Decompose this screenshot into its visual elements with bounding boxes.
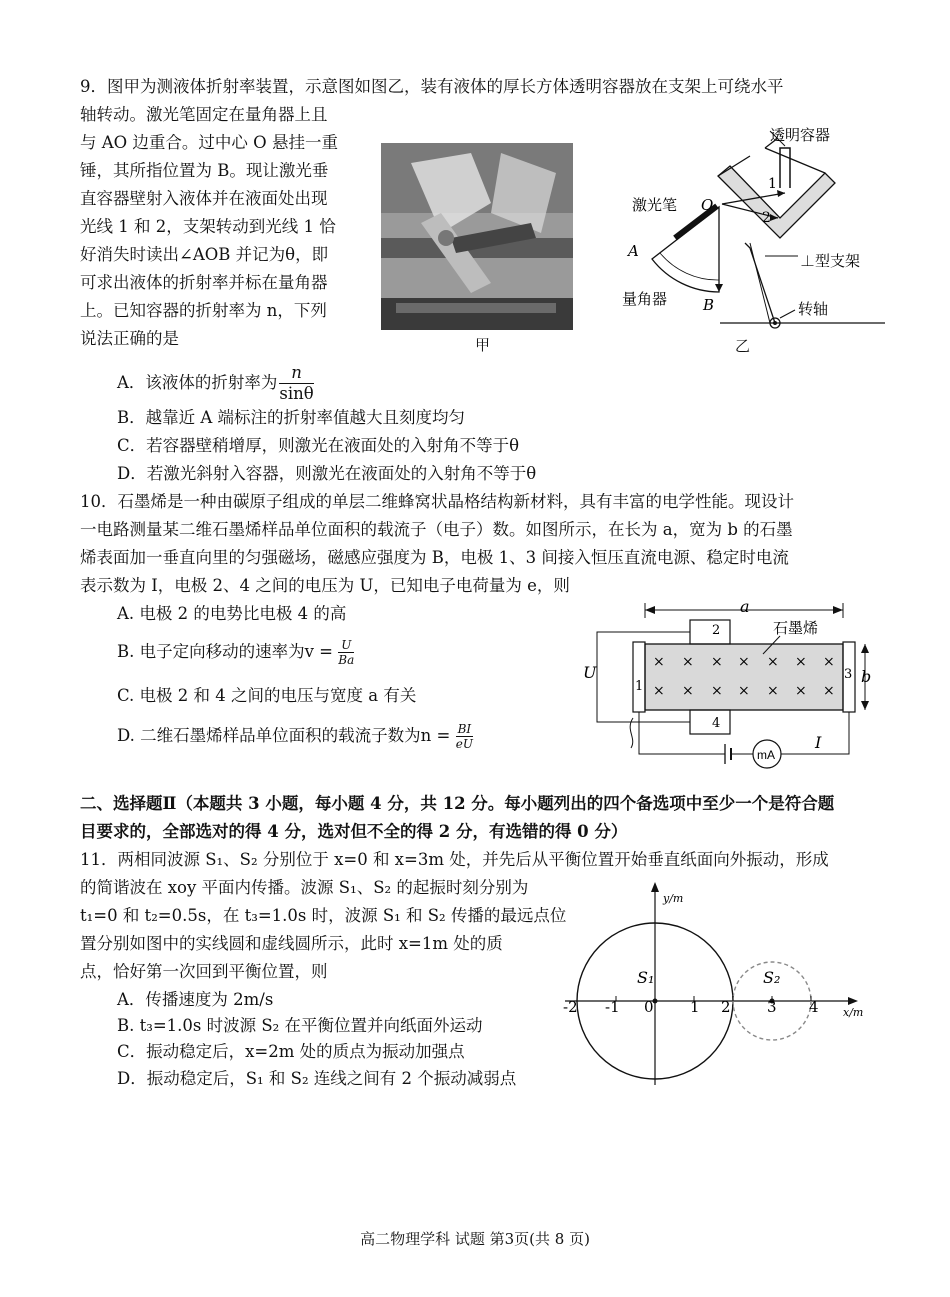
q9-option-c: C．若容器壁稍增厚，则激光在液面处的入射角不等于θ <box>117 436 520 455</box>
electrode-4 <box>690 710 730 734</box>
q10-option-c: C. 电极 2 和 4 之间的电压与宽度 a 有关 <box>117 686 417 705</box>
label-ray2: 2 <box>762 210 771 226</box>
svg-text:×: × <box>738 683 750 699</box>
svg-text:×: × <box>795 683 807 699</box>
q9-option-d: D．若激光斜射入容器，则激光在液面处的入射角不等于θ <box>117 464 537 483</box>
q9-option-b: B．越靠近 A 端标注的折射率值越大且刻度均匀 <box>117 408 466 427</box>
label-ma: mA <box>757 748 775 762</box>
svg-text:×: × <box>682 654 694 670</box>
svg-text:×: × <box>767 654 779 670</box>
label-protractor: 量角器 <box>622 291 668 308</box>
q11-line3: t₁=0 和 t₂=0.5s，在 t₃=1.0s 时，波源 S₁ 和 S₂ 传播的最远点位 <box>80 906 567 925</box>
q10-option-a: A. 电极 2 的电势比电极 4 的高 <box>117 604 347 623</box>
container-right-wall <box>780 148 790 188</box>
x-axis-label: x/m <box>843 1006 864 1019</box>
y-axis-label: y/m <box>663 892 684 905</box>
wave-source-diagram <box>560 880 870 1090</box>
q11-line1: 11．两相同波源 S₁、S₂ 分别位于 x=0 和 x=3m 处，并先后从平衡位置开始垂直纸面向外振动，形成 <box>80 850 829 869</box>
svg-text:×: × <box>823 683 835 699</box>
section2-line2: 目要求的，全部选对的得 4 分，选对但不全的得 2 分，有选错的得 0 分） <box>80 822 628 841</box>
label-i: I <box>815 733 822 752</box>
q9-line3: 与 AO 边重合。过中心 O 悬挂一重 <box>80 133 338 152</box>
label-e4: 4 <box>712 716 721 731</box>
svg-text:×: × <box>711 683 723 699</box>
svg-text:×: × <box>795 654 807 670</box>
q10-line2: 一电路测量某二维石墨烯样品单位面积的载流子（电子）数。如图所示，在长为 a，宽为 b 的石墨 <box>80 520 793 539</box>
q10-line3: 烯表面加一垂直向里的匀强磁场，磁感应强度为 B，电极 1、3 间接入恒压直流电源、稳定时电流 <box>80 548 789 567</box>
q9-line7: 好消失时读出∠AOB 并记为θ，即 <box>80 245 329 264</box>
label-s2: S₂ <box>763 968 781 987</box>
tick-2: 2 <box>721 998 731 1016</box>
label-o: O <box>701 196 714 214</box>
q9-line8: 可求出液体的折射率并标在量角器 <box>80 273 328 292</box>
q11-line5: 点，恰好第一次回到平衡位置，则 <box>80 962 328 981</box>
q9-line6: 光线 1 和 2，支架转动到光线 1 恰 <box>80 217 336 236</box>
q9-line1: 9．图甲为测液体折射率装置，示意图如图乙，装有液体的厚长方体透明容器放在支架上可绕水平 <box>80 77 784 96</box>
label-a: a <box>740 598 750 616</box>
label-s1: S₁ <box>637 968 655 987</box>
q11-line2: 的简谐波在 xoy 平面内传播。波源 S₁、S₂ 的起振时刻分别为 <box>80 878 529 897</box>
label-e2: 2 <box>712 623 721 638</box>
svg-text:×: × <box>738 654 750 670</box>
label-graphene: 石墨烯 <box>773 620 819 637</box>
tick-neg2: -2 <box>563 998 578 1016</box>
svg-text:×: × <box>653 683 665 699</box>
page-footer: 高二物理学科 试题 第3页(共 8 页) <box>360 1230 590 1248</box>
graphene-circuit <box>575 598 885 778</box>
q10-line1: 10．石墨烯是一种由碳原子组成的单层二维蜂窝状晶格结构新材料，具有丰富的电学性能。现设计 <box>80 492 794 511</box>
q10-option-b: B. 电子定向移动的速率为v = $\frac{U}{Ba}$ <box>117 638 355 667</box>
label-e3: 3 <box>844 667 853 682</box>
q11-option-d: D．振动稳定后，S₁ 和 S₂ 连线之间有 2 个振动减弱点 <box>117 1069 517 1088</box>
fraction: $\frac{n}{\sin\theta}$ <box>279 363 314 403</box>
q9-option-a: A．该液体的折射率为 $\frac{n}{\sin\theta}$ <box>117 363 314 403</box>
svg-text:×: × <box>653 654 665 670</box>
electrode-1 <box>633 642 645 712</box>
label-support: ⊥型支架 <box>800 253 861 270</box>
q11-option-a: A．传播速度为 2m/s <box>117 990 274 1009</box>
label-ray1: 1 <box>768 176 777 192</box>
electrode-2 <box>690 620 730 644</box>
label-a: A <box>628 242 639 260</box>
label-b: B <box>703 296 715 314</box>
q11-line4: 置分别如图中的实线圆和虚线圆所示，此时 x=1m 处的质 <box>80 934 503 953</box>
fig-jia-caption: 甲 <box>475 336 491 354</box>
tick-1: 1 <box>690 998 700 1016</box>
q9-line4: 锤，其所指位置为 B。现让激光垂 <box>80 161 329 180</box>
q10-option-d: D. 二维石墨烯样品单位面积的载流子数为n = $\frac{BI}{eU}$ <box>117 722 473 751</box>
label-container: 透明容器 <box>770 127 831 144</box>
tick-origin: 0 <box>644 998 654 1016</box>
q9-line5: 直容器壁射入液体并在液面处出现 <box>80 189 328 208</box>
q11-option-b: B. t₃=1.0s 时波源 S₂ 在平衡位置并向纸面外运动 <box>117 1016 483 1035</box>
q9-line2: 轴转动。激光笔固定在量角器上且 <box>80 105 328 124</box>
apparatus-photo <box>381 143 573 330</box>
svg-text:×: × <box>767 683 779 699</box>
section2-line1: 二、选择题Ⅱ（本题共 3 小题，每小题 4 分，共 12 分。每小题列出的四个备选项中至少一个是符合题 <box>80 794 835 813</box>
q9-line10: 说法正确的是 <box>80 329 179 348</box>
tick-neg1: -1 <box>605 998 620 1016</box>
svg-text:×: × <box>711 654 723 670</box>
fig-yi-caption: 乙 <box>735 337 751 355</box>
q10-line4: 表示数为 I，电极 2、4 之间的电压为 U，已知电子电荷量为 e，则 <box>80 576 570 595</box>
svg-text:×: × <box>823 654 835 670</box>
label-laser: 激光笔 <box>632 197 678 214</box>
tick-4: 4 <box>809 998 819 1016</box>
label-b: b <box>861 667 872 686</box>
q9-line9: 上。已知容器的折射率为 n，下列 <box>80 301 327 320</box>
tick-3: 3 <box>767 998 777 1016</box>
label-e1: 1 <box>635 679 644 694</box>
q11-option-c: C．振动稳定后，x=2m 处的质点为振动加强点 <box>117 1042 465 1061</box>
refraction-schematic <box>600 118 890 358</box>
svg-text:×: × <box>682 683 694 699</box>
label-axis: 转轴 <box>798 301 829 318</box>
label-u: U <box>583 663 597 682</box>
